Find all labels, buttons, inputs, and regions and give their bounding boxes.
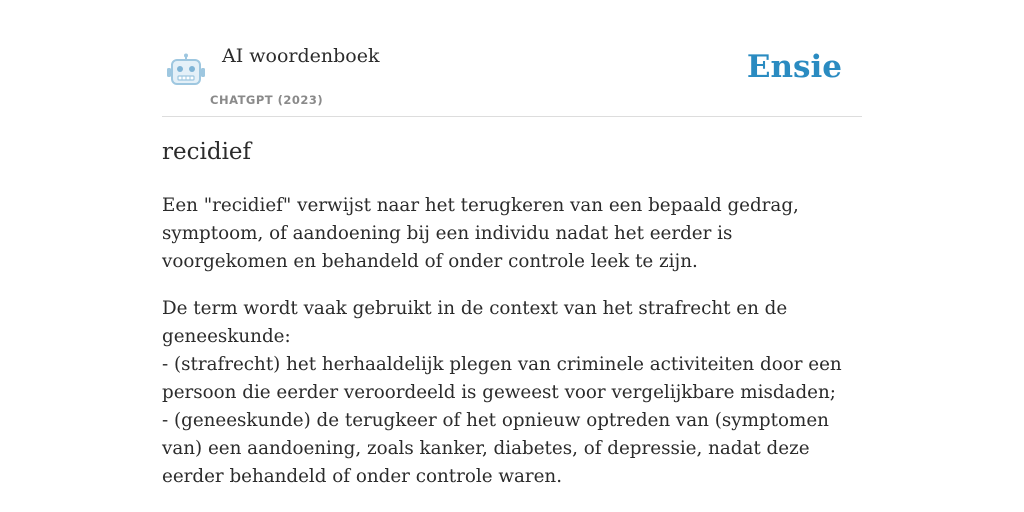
entry-term: recidief xyxy=(162,139,252,165)
entry-header xyxy=(162,0,862,117)
usage-item-geneeskunde: - (geneeskunde) de terugkeer of het opnieuw optreden van (symptomen van) een aandoening, zoals kanker, diabetes, of depressie, nadat deze eerder behandeld of onder controle waren. xyxy=(162,410,829,487)
page-content xyxy=(162,0,862,487)
ensie-logo[interactable]: Ensie xyxy=(746,49,842,85)
usage-list xyxy=(162,351,862,491)
definition-paragraph: Een "recidief" verwijst naar het terugkeren van een bepaald gedrag, symptoom, of aandoening bij een individu nadat het eerder is voorgekomen en behandeld of onder controle leek te zijn. xyxy=(162,195,799,272)
robot-icon xyxy=(166,53,206,89)
source-title[interactable]: AI woordenboek xyxy=(222,45,380,67)
context-paragraph: De term wordt vaak gebruikt in de context van het strafrecht en de geneeskunde: xyxy=(162,298,788,347)
source-subtitle: CHATGPT (2023) xyxy=(210,93,324,107)
usage-item-strafrecht: - (strafrecht) het herhaaldelijk plegen van criminele activiteiten door een persoon die eerder veroordeeld is geweest voor vergelijkbare misdaden; xyxy=(162,354,842,403)
